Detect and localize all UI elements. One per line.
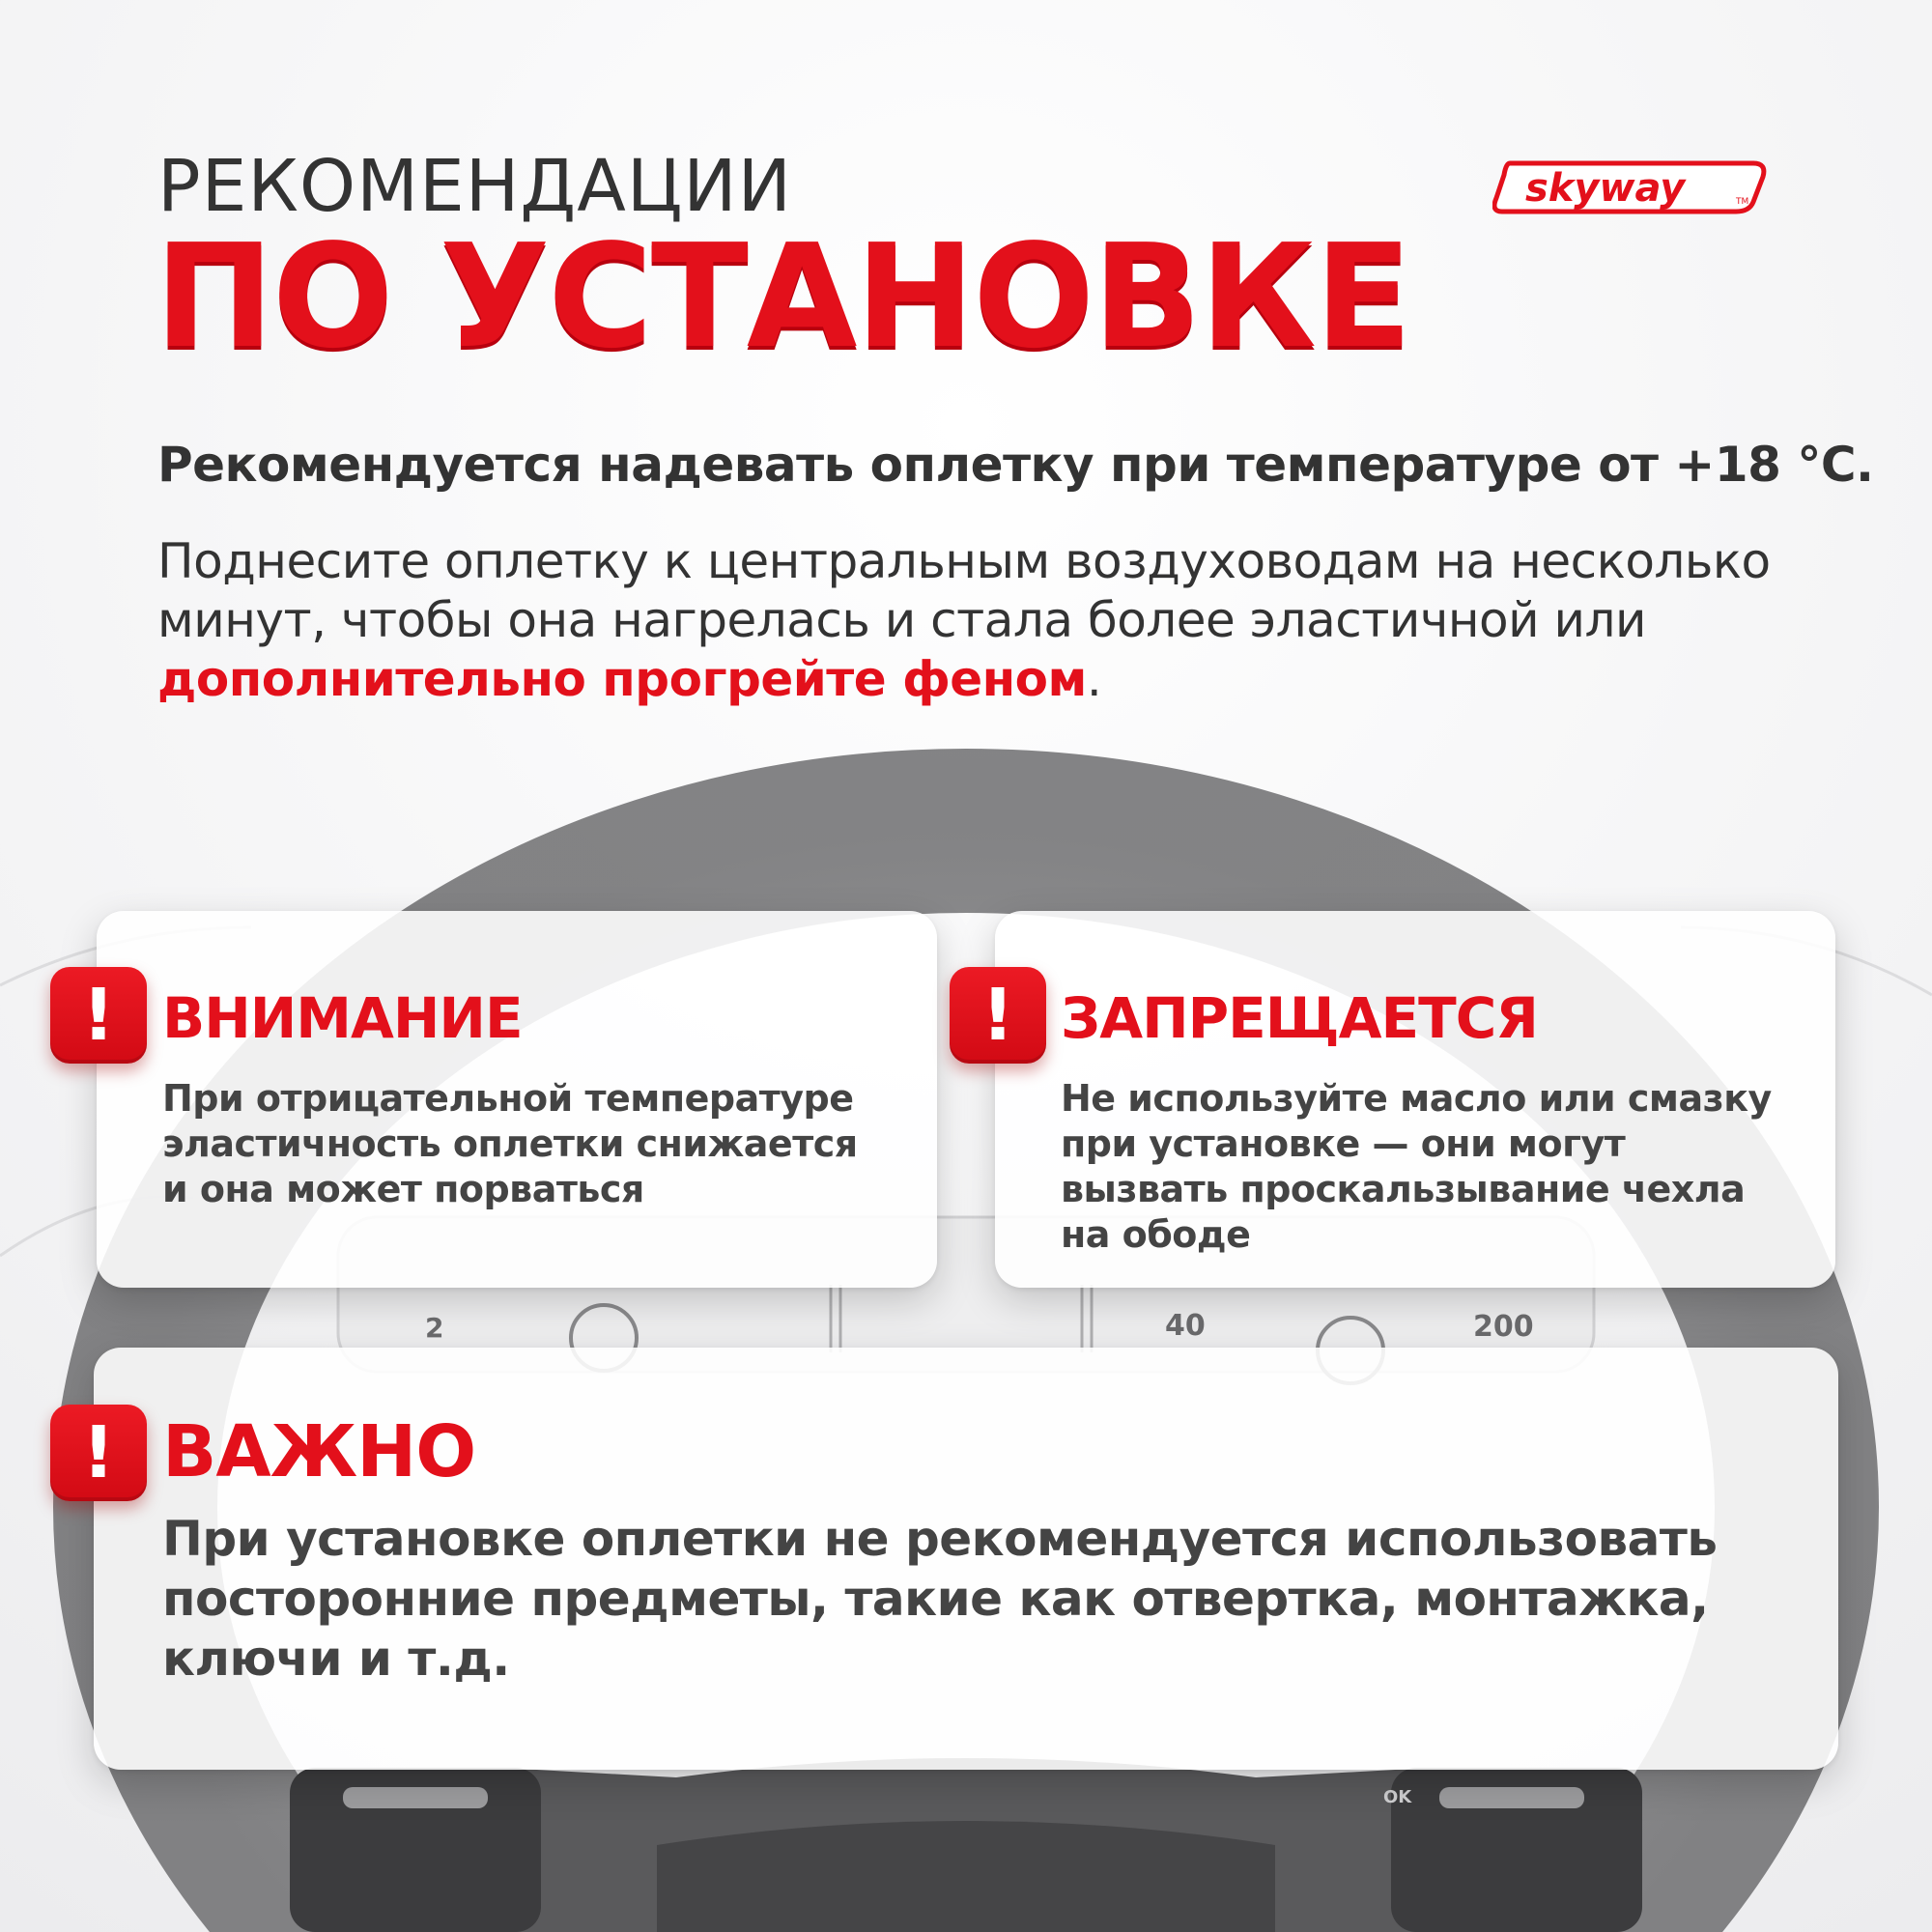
gauge-label-mid: 40 [1165,1309,1206,1343]
forbidden-text: Не используйте масло или смазку при установке — они могут вызвать проскальзывание чехла на ободе [1061,1077,1772,1256]
logo-wordmark: skyway [1525,166,1686,211]
exclamation-icon: ! [950,967,1046,1064]
warming-instructions [157,532,1800,709]
important-title: ВАЖНО [162,1410,476,1493]
warming-instructions-highlight: дополнительно прогрейте феном [157,651,1087,707]
exclamation-icon: ! [50,1405,147,1501]
warming-instructions-end: . [1086,651,1102,707]
logo-trademark: TM [1736,197,1749,207]
steering-ok-button-label: OK [1383,1787,1412,1807]
gauge-label-right: 200 [1473,1310,1534,1344]
page-title-line1: РЕКОМЕНДАЦИИ [157,145,793,228]
temperature-recommendation: Рекомендуется надевать оплетку при температуре от +18 °С. [157,437,1874,493]
attention-title: ВНИМАНИЕ [162,985,523,1051]
important-text: При установке оплетки не рекомендуется использовать посторонние предметы, такие как отвертка, монтажка, ключи и т.д. [162,1511,1718,1687]
attention-text: При отрицательной температуре эластичность оплетки снижается и она может порваться [162,1077,858,1210]
forbidden-title: ЗАПРЕЩАЕТСЯ [1061,985,1538,1051]
exclamation-icon: ! [50,967,147,1064]
warming-instructions-text: Поднесите оплетку к центральным воздуховодам на несколько минут, чтобы она нагрелась и стала более эластичной или [157,533,1771,648]
page-title-line2: ПО УСТАНОВКЕ [155,213,1410,380]
gauge-label-left: 2 [425,1312,444,1344]
skyway-logo [1492,157,1771,217]
